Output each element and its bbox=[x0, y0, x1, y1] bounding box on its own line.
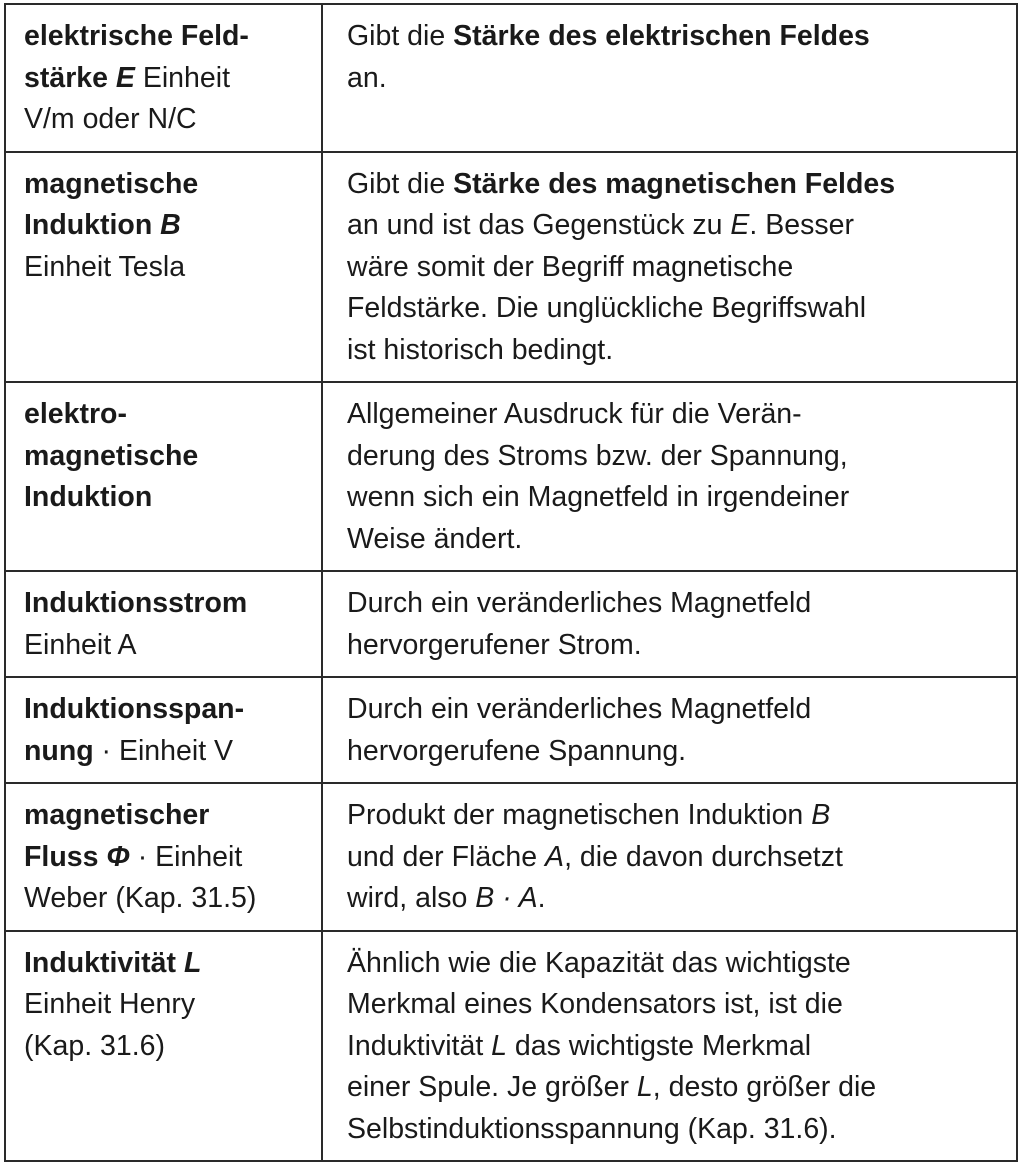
term-unit: Einheit Tesla bbox=[24, 250, 186, 283]
definition-emphasis: Stärke des magnetischen Feldes bbox=[453, 167, 896, 200]
definition-text: Durch ein veränderliches Magnetfeld bbox=[347, 693, 812, 725]
definition-symbol: E bbox=[730, 209, 750, 241]
term-name: stärke bbox=[24, 61, 116, 94]
definition-text: wird, also bbox=[347, 882, 476, 914]
term-symbol: Φ bbox=[106, 840, 130, 873]
term-name: magnetische bbox=[24, 439, 199, 472]
term-name: elektrische Feld- bbox=[24, 20, 249, 52]
definition-text: und der Fläche bbox=[347, 840, 546, 873]
definition-text: Feldstärke. Die unglückliche Begriffswahl bbox=[347, 292, 867, 324]
definition-text: hervorgerufene Spannung. bbox=[347, 734, 687, 767]
definition-text: ist historisch bedingt. bbox=[347, 333, 614, 366]
definition-text: das wichtigste Merkmal bbox=[507, 1029, 812, 1062]
definition-text: , desto größer die bbox=[652, 1071, 877, 1103]
definition-text: einer Spule. Je größer bbox=[347, 1071, 637, 1103]
term-name: Induktion bbox=[24, 209, 161, 241]
definition-text: Allgemeiner Ausdruck für die Verän- bbox=[347, 398, 802, 430]
term-unit: V/m oder N/C bbox=[24, 103, 197, 135]
glossary-row-induktionsspannung bbox=[5, 677, 1017, 783]
definition-text: Weise ändert. bbox=[347, 522, 523, 555]
definition-symbol: L bbox=[636, 1071, 653, 1103]
definition-text: Gibt die bbox=[347, 167, 454, 200]
definition-symbol: A bbox=[545, 840, 565, 873]
term-cell bbox=[5, 931, 322, 1162]
definition-text: Induktivität bbox=[347, 1029, 492, 1062]
term-name: Induktion bbox=[24, 481, 153, 513]
term-cell bbox=[5, 4, 322, 152]
definition-text: Selbstinduktionsspannung (Kap. 31.6). bbox=[347, 1112, 837, 1145]
term-name: Induktivität bbox=[24, 946, 184, 979]
definition-text: Gibt die bbox=[347, 20, 454, 52]
definition-text: Durch ein veränderliches Magnetfeld bbox=[347, 587, 812, 619]
term-name: elektro- bbox=[24, 398, 127, 430]
glossary-row-magnetischer-fluss bbox=[5, 783, 1017, 931]
definition-text: Ähnlich wie die Kapazität das wichtigste bbox=[347, 946, 851, 979]
term-cell bbox=[5, 382, 322, 571]
glossary-row-induktivitaet bbox=[5, 931, 1017, 1162]
term-unit: · Einheit bbox=[129, 840, 243, 873]
definition-text: Produkt der magnetischen Induktion bbox=[347, 799, 812, 831]
term-cell bbox=[5, 152, 322, 383]
definition-text: wenn sich ein Magnetfeld in irgendeiner bbox=[347, 481, 850, 513]
definition-cell bbox=[322, 4, 1017, 152]
definition-emphasis: Stärke des elektrischen Feldes bbox=[453, 20, 870, 52]
glossary-row-magnetische-induktion bbox=[5, 152, 1017, 383]
glossary-row-induktionsstrom bbox=[5, 571, 1017, 677]
definition-text: . Besser bbox=[749, 209, 854, 241]
definition-symbol: B · A bbox=[475, 882, 538, 914]
definition-cell bbox=[322, 382, 1017, 571]
definition-symbol: B bbox=[811, 799, 831, 831]
definition-text: derung des Stroms bzw. der Spannung, bbox=[347, 439, 848, 472]
term-unit: (Kap. 31.6) bbox=[24, 1029, 165, 1062]
term-name: Induktionsspan- bbox=[24, 693, 245, 725]
definition-text: wäre somit der Begriff magnetische bbox=[347, 250, 794, 283]
term-symbol: E bbox=[115, 61, 135, 94]
term-unit: Weber (Kap. 31.5) bbox=[24, 882, 257, 914]
term-cell bbox=[5, 571, 322, 677]
definition-text: hervorgerufener Strom. bbox=[347, 628, 642, 661]
term-cell bbox=[5, 783, 322, 931]
term-unit: Einheit A bbox=[24, 628, 137, 661]
definition-symbol: L bbox=[491, 1029, 508, 1062]
definition-cell bbox=[322, 152, 1017, 383]
definition-text: Merkmal eines Kondensators ist, ist die bbox=[347, 988, 843, 1020]
glossary-table bbox=[4, 3, 1018, 1162]
term-name: magnetische bbox=[24, 167, 199, 200]
glossary-row-elektromagnetische-induktion bbox=[5, 382, 1017, 571]
term-name: Fluss bbox=[24, 840, 107, 873]
term-name: magnetischer bbox=[24, 799, 210, 831]
definition-text: . bbox=[537, 882, 546, 914]
glossary-row-elektrische-feldstaerke bbox=[5, 4, 1017, 152]
definition-text: , die davon durchsetzt bbox=[564, 840, 843, 873]
term-unit: Einheit Henry bbox=[24, 988, 196, 1020]
definition-text: an. bbox=[347, 61, 387, 94]
definition-cell bbox=[322, 571, 1017, 677]
term-symbol: L bbox=[183, 946, 202, 979]
definition-cell bbox=[322, 783, 1017, 931]
term-unit: Einheit bbox=[134, 61, 230, 94]
term-unit: · Einheit V bbox=[93, 734, 234, 767]
term-cell bbox=[5, 677, 322, 783]
definition-text: an und ist das Gegenstück zu bbox=[347, 209, 731, 241]
term-name: Induktionsstrom bbox=[24, 587, 248, 619]
term-symbol: B bbox=[160, 209, 181, 241]
definition-cell bbox=[322, 931, 1017, 1162]
term-name: nung bbox=[24, 734, 94, 767]
definition-cell bbox=[322, 677, 1017, 783]
